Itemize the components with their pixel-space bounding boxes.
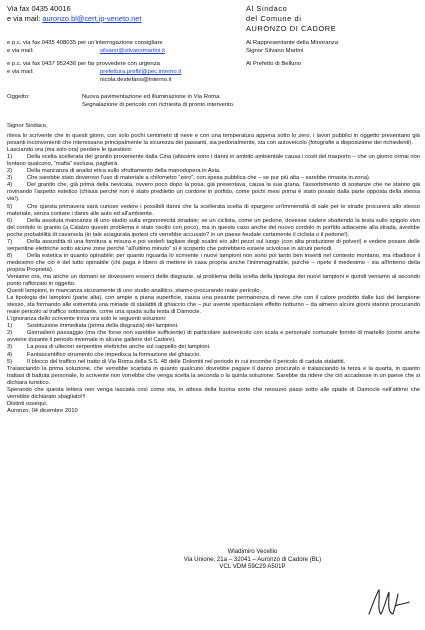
recipient-line1: Al Sindaco — [246, 4, 288, 13]
cc1-mail — [7, 48, 165, 55]
question-item: 2) Della mancanza di analisi etica sullo sfruttamento della manodopera in Asia. — [7, 168, 221, 175]
cc2-mail-prefix: e via mail: — [7, 69, 34, 75]
cc1-right2: Signor Silvano Martini — [246, 48, 304, 54]
subject-line1: Nuova pavimentazione ed illuminazione in Via Roma. — [82, 94, 222, 100]
email-link-main[interactable]: auronzo.bl@cert.ip-veneto.net — [42, 14, 142, 23]
closing: Distinti ossequi. — [7, 400, 48, 407]
solution-item: 5) Il blocco del traffico nel tratto di Via Roma della S.S. 48 delle Dolomiti nel periodo in cui incombe il pericolo di caduta stalattiti. — [7, 358, 346, 365]
intro-paragraph: rileva lo scrivente che in questi giorni, con solo pochi centimetri di neve e con una temperatura appena sotto lo zero, i lavori pubblici in oggetto presentano già pesanti inconvenienti che interessano principalmente la sicurezza dei passanti, sia pedonalmente, sia con autoveicolo (fotografie a disposizione dei richiedenti). — [7, 133, 420, 147]
subject-line2: Segnalazione di pericolo con richiesta di pronto intervento. — [82, 102, 235, 108]
recipient-line3: AURONZO DI CADORE — [246, 24, 337, 33]
cc2-mail2: nicola.destefano@interno.it — [100, 77, 172, 83]
question-item: 6) Della assoluta mancanza di uno studio sulla ergonomicità stradale; se un ciclista, come un pedone, dovesse cadere sbattendo la testa sullo spigolo vivo del cordolo in granito (a Calalzo questo problema è stato risolto con poco), ma in questo caso anche del nuovo cordolo in porfido adiacente alla strada, avrebbe poche probabilità di cavarsela (in tale sciagurata ipotesi chi verrebbe accusato? in un paese feudale certamente il ciclista o il pedone!). — [7, 217, 420, 238]
list-intro: Lasciando ora (ma solo ora) perdere le questioni: — [7, 147, 133, 154]
signer-name: Wladimiro Vecellio — [227, 548, 278, 555]
paragraph-5: L'ignoranza dello scrivente trova ora solo le seguenti soluzioni: — [7, 316, 167, 323]
paragraph-2: Veniamo ora, ma anche un domani se dovessero esserci delle disgrazie, al problema della scelta della tipologia dei nuovi lampioni e quindi veniamo al secondo punto rafforzato in oggetto. — [7, 273, 420, 288]
solution-item: 2) Giornaliero passaggio (ma che forse non sarebbe sufficiente) di particolare autoveicolo con scala e personale comunale fornito di martello (come anche avviene durante il periodo invernale in alcune gallerie del Cadore). — [7, 330, 420, 344]
place-date: Auronzo, 04 dicembre 2010 — [7, 407, 78, 414]
cc2-mail-link[interactable]: prefettura.prefbl@pec.interno.it — [100, 69, 182, 75]
question-item: 3) Che sarebbe stato doveroso l'uso di materiale a chilometro “zero”, con spesa pubblica che – se pur più alta – sarebbe rimasta in zona). — [7, 175, 371, 182]
cc1-fax: e p.c. via fax 0435 408035 per un'interrogazione consigliare — [7, 40, 163, 46]
cc1-mail-link[interactable]: silvano@silvanomartini.it — [100, 48, 165, 54]
paragraph-3: Questi lampioni, in mancanza sicuramente di uno studio analitico, stanno procurando reale pericolo. — [7, 288, 262, 295]
cc2-fax: e p.c. via fax 0437 952436 per far provvedere con urgenza — [7, 61, 160, 67]
signer-code: VCL VDM 59C29 A501P — [219, 563, 286, 571]
question-item: 4) Del granito che, già prima della nevicata, ovvero poco dopo la posa, già presentava, causa la sua grana, l'assorbimento di sostanze che ne stanno già rovinando l'aspetto estetico (chissà perché non è stato prediletto un cordone in porfido, come pochi mesi prima è stato posato dalla parte opposta della stessa via!). — [7, 182, 420, 203]
signer-address: Via Unione, 21a – 32041 – Auronzo di Cadore (BL) — [183, 555, 322, 563]
question-item: 5) Che questa primavera sarà curioso vedere i possibili danni che la scellerata scelta di spargere un'immensità di sale per le strade procurerà allo stesso materiale, senza contare i danni alle auto ed all'ambiente. — [7, 203, 420, 217]
solution-item: 1) Sostituzione immediata (prima della disgrazia) dei lampioni. — [7, 323, 179, 330]
recipient-line2: del Comune di — [246, 14, 302, 23]
letter-body — [7, 123, 420, 415]
paragraph-6: Tralasciando la prima soluzione, che verrebbe scartata in quanto qualcuno dovrebbe pagare il danno procurato e tralasciando la terza e la quarta, in quanto trattasi di battuta personale, lo scrivente non vorrebbe che venga scelta la seconda o la quinta soluzione. Sarebbe da ridere che ciò accadesse in un paese che si dichiara turistico. — [7, 365, 420, 386]
cc2-mail — [7, 69, 182, 76]
handwritten-signature — [365, 584, 413, 624]
paragraph-4: La tipologia dei lampioni (parte alta), con ampie a piana superficie, causa una pesante permanenza di neve che con il calore prodotto dalle luci del lampione stesso, sta formando alle estremità una miriade di stalattiti di ghiaccio che – pur avente spettacolare effetto notturno – da almeno alcuni giorni stanno procurando reale pericolo al traffico sottostante, come una spada sulla testa di Damocle. — [7, 295, 420, 316]
email-line — [7, 14, 141, 23]
fax-line: Via fax 0435 40016 — [7, 4, 71, 13]
email-prefix: e via mail: — [7, 14, 43, 23]
cc2-right1: Al Prefetto di Belluno — [246, 61, 302, 67]
solution-item: 3) La posa di ulteriori serpentine elettriche anche sul cappello dei lampioni. — [7, 344, 211, 351]
subject-label: Oggetto: — [7, 94, 30, 100]
question-item: 1) Della scelta scellerata del granito proveniente dalla Cina (altissimi sono i danni in ambito ambientale causa i costi del trasporto – che un giorno ormai non lontano qualcuno, “mafia” esclusa, pagherà. — [7, 154, 420, 168]
solution-item: 4) Fantascentifico strumento che impedisca la formazione del ghiaccio. — [7, 351, 201, 358]
cc1-right1: Al Rappresentante della Minoranza — [246, 40, 339, 46]
cc1-mail-prefix: e via mail: — [7, 48, 34, 54]
signature-block — [160, 548, 345, 571]
salutation: Signor Sindaco, — [7, 123, 48, 129]
question-item: 7) Della assurdità di una fornitura a misura e poi vederli tagliare degli scalini e/o altri pezzi sul luogo (con alta produzione di polveri) e vedere posare delle serpentine elettriche sotto alcune zone perché “all'ultimo minuto” si è scoperto che potrebbero essere scivolose in alcuni periodi. — [7, 238, 420, 252]
paragraph-7: Sperando che questa lettera non venga lasciata così come sta, in attesa della buona sorte che nessuno passi sotto alle spade di Damocle nell'attimo che verrebbe dichiarato sbagliato!!! — [7, 386, 420, 400]
question-item: 8) Della estetica in quanto opinabile; per quanto riguarda lo scrivente i nuovi lampioni non sono poi tanto ben inseriti nel contesto montano, ma ribadisce il medesimo che ciò è del tutto opinabile (chi paga è libero di mettere in casa propria anche l'inimmaginabile, purché – ripete il medesimo - sia all'interno della propria Proprietà). — [7, 252, 420, 273]
